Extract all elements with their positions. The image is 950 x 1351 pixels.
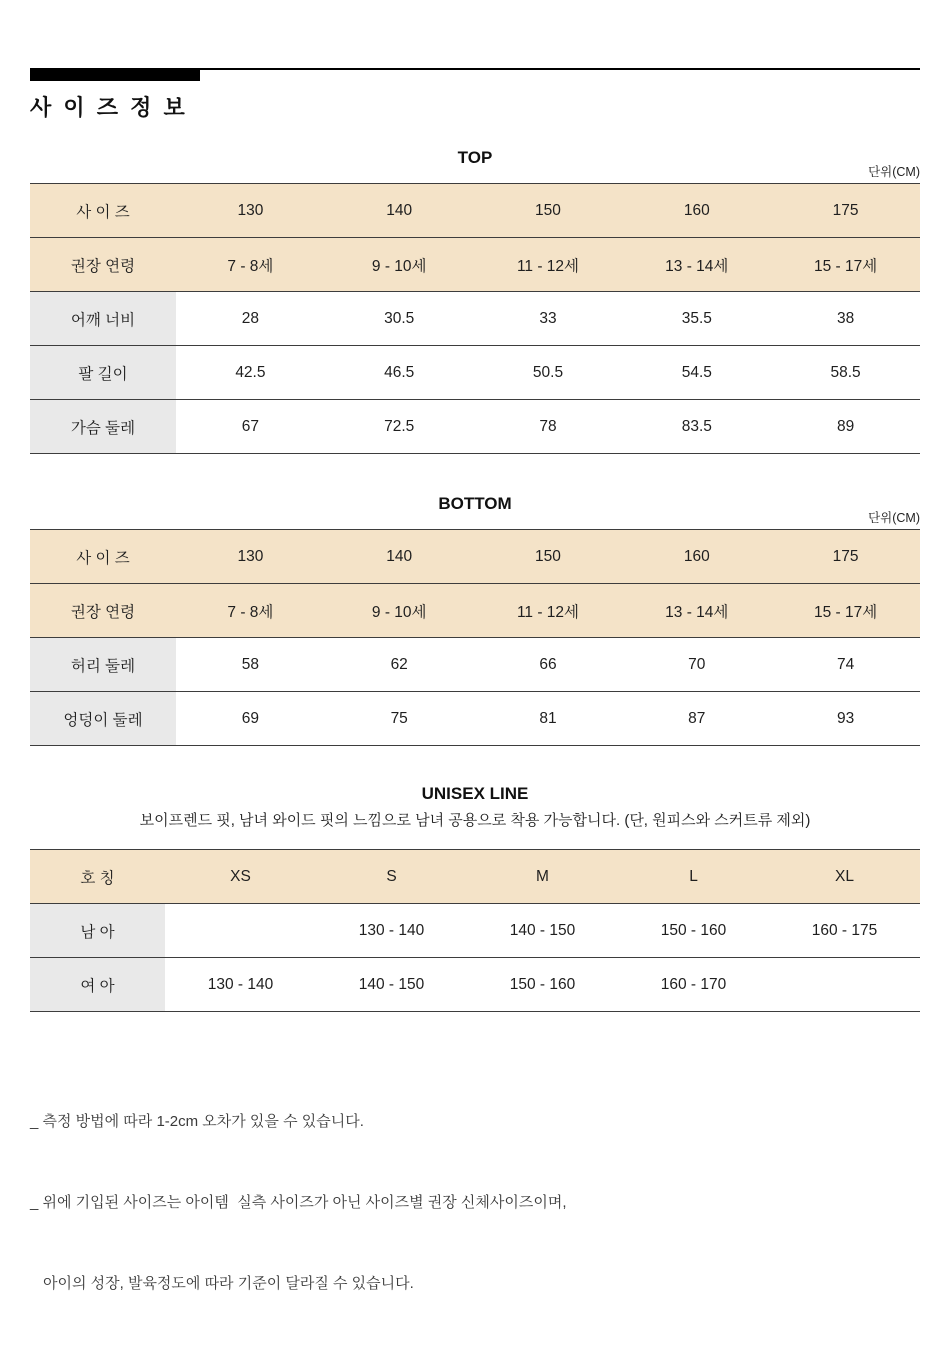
section-unisex	[30, 784, 920, 1012]
table-row-shoulder	[30, 291, 920, 345]
size-info-page	[0, 68, 950, 1351]
value-cell: 130 - 140	[165, 958, 316, 1011]
value-cell: 78	[474, 400, 623, 453]
value-cell: 33	[474, 292, 623, 345]
value-cell: 15 - 17세	[813, 257, 878, 275]
value-cell: 130 - 140	[316, 904, 467, 957]
value-cell: 150 - 160	[467, 958, 618, 1011]
value-cell: 13 - 14세	[665, 257, 729, 275]
value-cell: 38	[771, 292, 920, 345]
value-cell: 150	[535, 547, 561, 565]
notes	[30, 1054, 920, 1351]
unisex-subtitle: 보이프렌드 핏, 남녀 와이드 핏의 느낌으로 남녀 공용으로 착용 가능합니다. (단, 원피스와 스커트류 제외)	[139, 812, 811, 829]
row-label-cell: 사 이 즈	[76, 549, 130, 567]
unit-label-bottom: 단위(CM)	[868, 511, 920, 525]
value-cell: 50.5	[474, 346, 623, 399]
value-cell: XL	[835, 867, 854, 885]
row-label-cell: 엉덩이 둘레	[30, 692, 176, 745]
value-cell: 7 - 8세	[227, 603, 274, 621]
value-cell: 7 - 8세	[227, 257, 274, 275]
row-label-cell: 팔 길이	[30, 346, 176, 399]
value-cell	[769, 958, 920, 1011]
value-cell: 9 - 10세	[371, 257, 427, 275]
note-line: _ 위에 기입된 사이즈는 아이템 실측 사이즈가 아닌 사이즈별 권장 신체사이즈이며,	[30, 1194, 567, 1211]
value-cell: 140 - 150	[467, 904, 618, 957]
unit-label-top: 단위(CM)	[868, 165, 920, 179]
value-cell: 150	[535, 201, 561, 219]
value-cell: 83.5	[622, 400, 771, 453]
value-cell: 150 - 160	[618, 904, 769, 957]
row-label-cell: 남 아	[30, 904, 165, 957]
value-cell: 175	[832, 547, 859, 565]
table-row-chest	[30, 399, 920, 453]
note-line: _ 측정 방법에 따라 1-2cm 오차가 있을 수 있습니다.	[30, 1113, 364, 1130]
section-title-unisex: UNISEX LINE	[421, 784, 529, 803]
row-label-cell: 권장 연령	[70, 257, 136, 275]
value-cell: 72.5	[325, 400, 474, 453]
section-title-top: TOP	[457, 148, 493, 167]
value-cell: 30.5	[325, 292, 474, 345]
value-cell: L	[689, 867, 698, 885]
value-cell: 67	[176, 400, 325, 453]
value-cell: 89	[771, 400, 920, 453]
value-cell: M	[536, 867, 549, 885]
row-label-cell: 허리 둘레	[30, 638, 176, 691]
value-cell: 74	[771, 638, 920, 691]
value-cell: 28	[176, 292, 325, 345]
value-cell: 81	[474, 692, 623, 745]
value-cell: 70	[622, 638, 771, 691]
size-table-unisex	[30, 849, 920, 1012]
row-label-cell: 권장 연령	[70, 603, 136, 621]
table-row-waist	[30, 637, 920, 691]
size-table-bottom	[30, 529, 920, 746]
value-cell: 35.5	[622, 292, 771, 345]
section-top	[30, 148, 920, 454]
value-cell: 15 - 17세	[813, 603, 878, 621]
table-row-age	[30, 583, 920, 637]
value-cell: 58.5	[771, 346, 920, 399]
section-title-bottom: BOTTOM	[438, 494, 512, 513]
value-cell: 130	[237, 201, 264, 219]
value-cell: 42.5	[176, 346, 325, 399]
size-table-top	[30, 183, 920, 454]
row-label-cell: 여 아	[30, 958, 165, 1011]
value-cell	[165, 904, 316, 957]
header-rule	[30, 68, 920, 81]
value-cell: 140	[386, 201, 413, 219]
page-title: 사 이 즈 정 보	[30, 95, 188, 120]
table-row-hip	[30, 691, 920, 745]
value-cell: 87	[622, 692, 771, 745]
table-row-age	[30, 237, 920, 291]
value-cell: 160 - 170	[618, 958, 769, 1011]
section-bottom	[30, 494, 920, 746]
value-cell: 160	[683, 547, 710, 565]
value-cell: S	[386, 867, 397, 885]
row-label-cell: 호 칭	[80, 869, 115, 887]
value-cell: 46.5	[325, 346, 474, 399]
value-cell: 11 - 12세	[516, 257, 580, 275]
value-cell: 160	[683, 201, 710, 219]
value-cell: 9 - 10세	[371, 603, 427, 621]
value-cell: 75	[325, 692, 474, 745]
table-row-designation	[30, 849, 920, 903]
value-cell: 140 - 150	[316, 958, 467, 1011]
value-cell: 140	[386, 547, 413, 565]
value-cell: 160 - 175	[769, 904, 920, 957]
row-label-cell: 어깨 너비	[30, 292, 176, 345]
value-cell: 130	[237, 547, 264, 565]
table-row-arm	[30, 345, 920, 399]
value-cell: XS	[230, 867, 251, 885]
value-cell: 11 - 12세	[516, 603, 580, 621]
value-cell: 58	[176, 638, 325, 691]
value-cell: 66	[474, 638, 623, 691]
table-row-boys	[30, 903, 920, 957]
table-row-size	[30, 529, 920, 583]
header-rule-bar	[30, 68, 200, 81]
value-cell: 175	[832, 201, 859, 219]
table-row-size	[30, 183, 920, 237]
row-label-cell: 가슴 둘레	[30, 400, 176, 453]
value-cell: 93	[771, 692, 920, 745]
table-row-girls	[30, 957, 920, 1011]
value-cell: 62	[325, 638, 474, 691]
value-cell: 13 - 14세	[665, 603, 729, 621]
row-label-cell: 사 이 즈	[76, 203, 130, 221]
value-cell: 69	[176, 692, 325, 745]
note-line: 아이의 성장, 발육정도에 따라 기준이 달라질 수 있습니다.	[43, 1275, 414, 1292]
value-cell: 54.5	[622, 346, 771, 399]
